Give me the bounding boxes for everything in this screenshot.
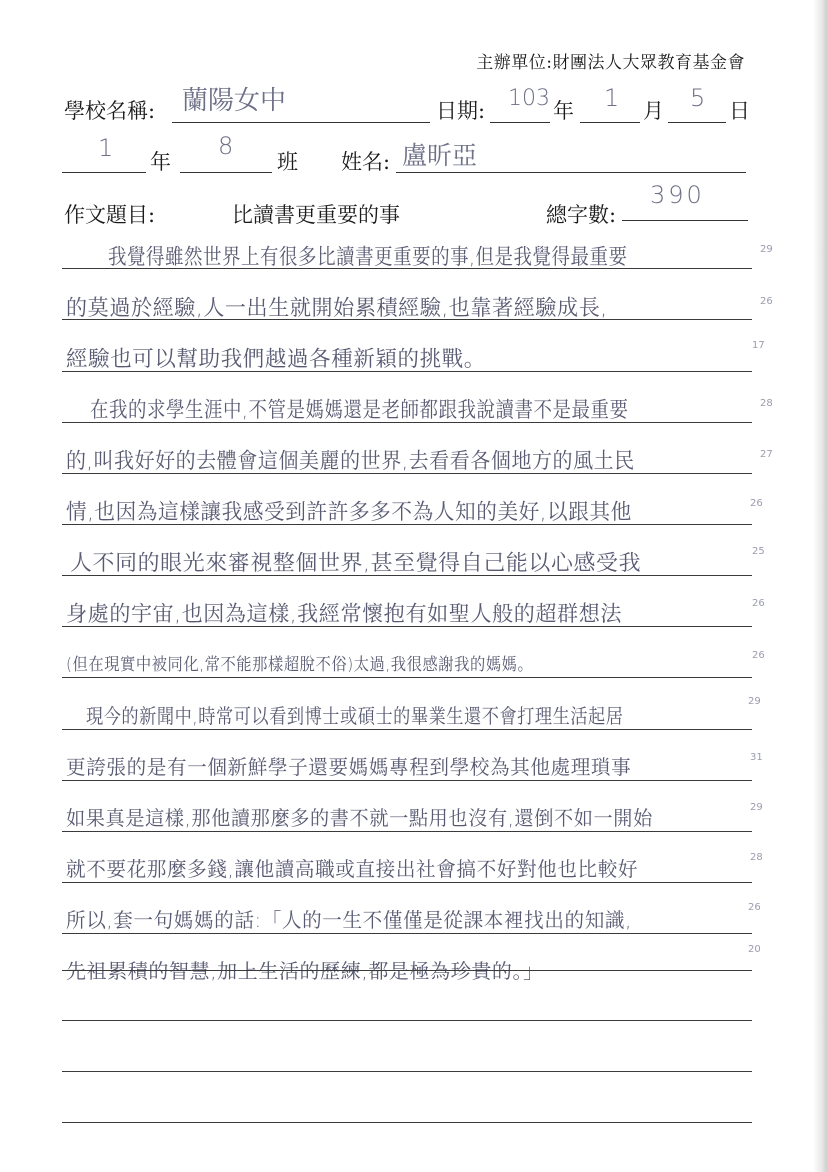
day-value: 5 bbox=[690, 84, 706, 112]
grade-underline bbox=[62, 172, 146, 173]
essay-line: 我覺得雖然世界上有很多比讀書更重要的事,但是我覺得最重要 bbox=[108, 245, 628, 270]
ruled-line bbox=[62, 626, 752, 627]
ruled-line bbox=[62, 422, 752, 423]
essay-line: 經驗也可以幫助我們越過各種新穎的挑戰。 bbox=[66, 347, 486, 372]
ruled-line bbox=[62, 1020, 752, 1021]
ruled-line bbox=[62, 371, 752, 372]
school-label: 學校名稱: bbox=[64, 99, 156, 123]
name-value: 盧昕亞 bbox=[402, 141, 478, 170]
ruled-line bbox=[62, 473, 752, 474]
essay-line: 身處的宇宙,也因為這樣,我經常懷抱有如聖人般的超群想法 bbox=[66, 602, 623, 627]
line-count: 27 bbox=[760, 449, 773, 460]
essay-line: 情,也因為這樣讓我感受到許許多多不為人知的美好,以跟其他 bbox=[66, 500, 632, 525]
essay-line: 如果真是這樣,那他讀那麼多的書不就一點用也沒有,還倒不如一開始 bbox=[66, 806, 653, 830]
year-underline bbox=[490, 122, 550, 123]
ruled-line bbox=[62, 524, 752, 525]
essay-line: 的,叫我好好的去體會這個美麗的世界,去看看各個地方的風土民 bbox=[66, 449, 635, 474]
line-count: 20 bbox=[748, 944, 761, 955]
year-label: 年 bbox=[553, 99, 574, 123]
essay-line: (但在現實中被同化,常不能那樣超脫不俗)太過,我很感謝我的媽媽。 bbox=[66, 655, 534, 675]
ruled-line bbox=[62, 1071, 752, 1072]
line-count: 26 bbox=[752, 598, 765, 609]
wordcount-value: 390 bbox=[650, 181, 705, 209]
class-value: 8 bbox=[218, 132, 234, 160]
name-label: 姓名: bbox=[341, 150, 391, 174]
essay-line: 所以,套一句媽媽的話:「人的一生不僅僅是從課本裡找出的知識, bbox=[66, 908, 632, 932]
line-count: 26 bbox=[750, 498, 763, 509]
scan-edge-shadow bbox=[813, 0, 827, 1172]
day-underline bbox=[668, 122, 726, 123]
essay-line: 更誇張的是有一個新鮮學子還要媽媽專程到學校為其他處理瑣事 bbox=[66, 755, 632, 779]
line-count: 25 bbox=[752, 546, 765, 557]
ruled-line bbox=[62, 933, 752, 934]
line-count: 29 bbox=[750, 802, 763, 813]
month-label: 月 bbox=[643, 99, 664, 123]
name-underline bbox=[396, 172, 746, 173]
wordcount-label: 總字數: bbox=[546, 203, 617, 227]
wordcount-underline bbox=[622, 220, 748, 221]
month-underline bbox=[580, 122, 640, 123]
line-count: 26 bbox=[752, 650, 765, 661]
ruled-line bbox=[62, 575, 752, 576]
ruled-line bbox=[62, 882, 752, 883]
grade-label: 年 bbox=[150, 150, 171, 174]
ruled-line bbox=[62, 268, 752, 269]
topic-value: 比讀書更重要的事 bbox=[232, 203, 400, 227]
line-count: 26 bbox=[748, 902, 761, 913]
school-value: 蘭陽女中 bbox=[182, 86, 287, 116]
class-label: 班 bbox=[277, 150, 298, 174]
sponsor-label: 主辦單位:財團法人大眾教育基金會 bbox=[476, 53, 745, 73]
ruled-line bbox=[62, 780, 752, 781]
essay-line: 先祖累積的智慧,加上生活的歷練,都是極為珍貴的。」 bbox=[66, 959, 544, 983]
school-underline bbox=[172, 122, 430, 123]
line-count: 29 bbox=[760, 244, 773, 255]
month-value: 1 bbox=[604, 84, 620, 112]
essay-line: 在我的求學生涯中,不管是媽媽還是老師都跟我說讀書不是最重要 bbox=[90, 398, 629, 423]
ruled-line bbox=[62, 319, 752, 320]
line-count: 31 bbox=[750, 752, 763, 763]
date-label: 日期: bbox=[436, 99, 486, 123]
day-label: 日 bbox=[729, 99, 750, 123]
essay-line: 人不同的眼光來審視整個世界,甚至覺得自己能以心感受我 bbox=[70, 551, 642, 576]
grade-value: 1 bbox=[98, 134, 114, 162]
line-count: 17 bbox=[752, 340, 765, 351]
line-count: 28 bbox=[750, 852, 763, 863]
ruled-line bbox=[62, 729, 752, 730]
ruled-line bbox=[62, 1122, 752, 1123]
year-value: 103 bbox=[508, 86, 550, 111]
ruled-line bbox=[62, 831, 752, 832]
class-underline bbox=[180, 172, 272, 173]
essay-line: 的莫過於經驗,人一出生就開始累積經驗,也靠著經驗成長, bbox=[66, 296, 608, 321]
line-count: 28 bbox=[760, 398, 773, 409]
line-count: 29 bbox=[748, 696, 761, 707]
essay-line: 現今的新聞中,時常可以看到博士或碩士的畢業生還不會打理生活起居 bbox=[86, 704, 624, 728]
ruled-line bbox=[62, 970, 752, 971]
topic-label: 作文題目: bbox=[64, 203, 156, 227]
line-count: 26 bbox=[760, 296, 773, 307]
ruled-line bbox=[62, 677, 752, 678]
essay-line: 就不要花那麼多錢,讓他讀高職或直接出社會搞不好對他也比較好 bbox=[66, 857, 639, 881]
